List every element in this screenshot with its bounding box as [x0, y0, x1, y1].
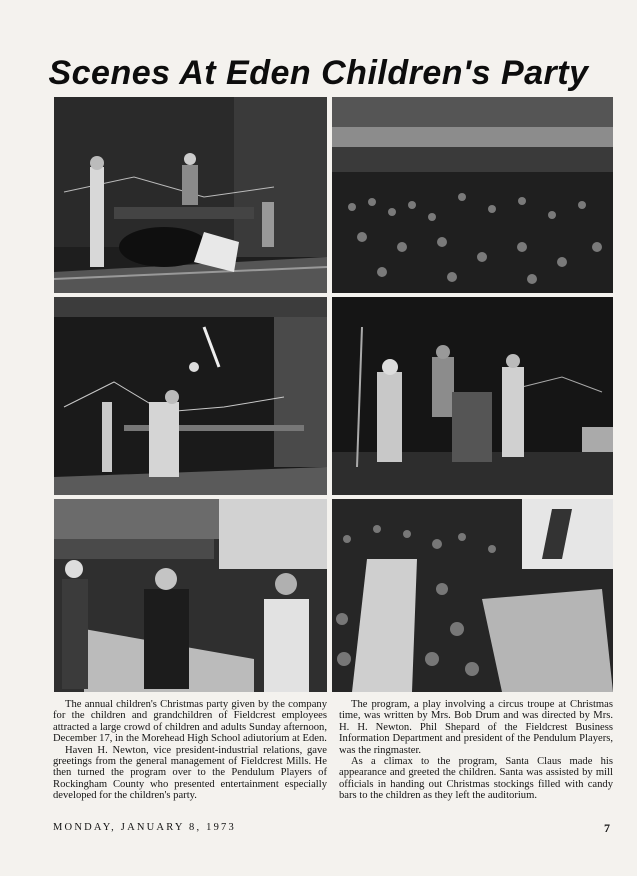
children-at-tables-photo	[332, 499, 613, 692]
issue-date: MONDAY, JANUARY 8, 1973	[53, 822, 236, 833]
page-number: 7	[604, 821, 610, 835]
clowns-greeting-children-photo	[332, 297, 613, 495]
article-column-left	[53, 699, 327, 802]
article-paragraph: As a climax to the program, Santa Claus made his appearance and greeted the children. Santa was assisted by mill officials in handing out Christmas stockings filled with candy bars to the children as they left the auditorium.	[339, 756, 613, 802]
article-paragraph: The program, a play involving a circus troupe at Christmas time, was written by Mrs. Bob Drum and was directed by Mrs. H. H. Newton. Phil Shepard of the Fieldcrest Business Information Department and president of the Pendulum Players, was the ringmaster.	[339, 699, 613, 756]
article-column-right	[339, 699, 613, 802]
audience-auditorium-photo	[332, 97, 613, 293]
article-paragraph: Haven H. Newton, vice president-industrial relations, gave greetings from the general management of Fieldcrest Mills. He then turned the program over to the Pendulum Players of Rockingham County who presented entertainment especially developed for the children's party.	[53, 744, 327, 802]
circus-performers-stage-photo	[54, 97, 327, 293]
gift-table-crowd-photo	[54, 499, 327, 692]
trapeze-clown-photo	[54, 297, 327, 495]
page-title: Scenes At Eden Children's Party	[48, 54, 589, 92]
article-paragraph: The annual children's Christmas party given by the company for the children and grandchildren of Fieldcrest employees attracted a large crowd of children and adults Sunday afternoon, December 17, in the Morehead High School adiutorium at Eden.	[53, 699, 327, 745]
